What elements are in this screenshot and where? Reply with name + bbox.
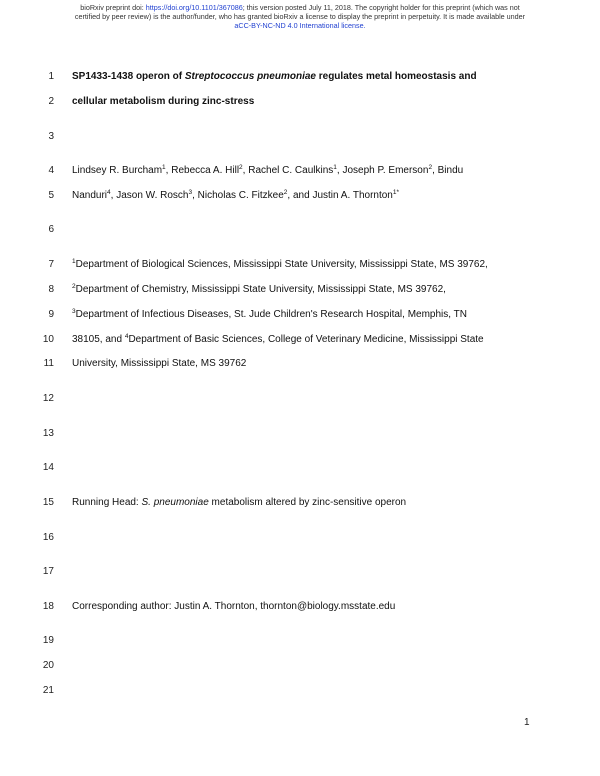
affiliation-marker: 2 <box>239 164 243 171</box>
manuscript-line <box>0 130 600 150</box>
line-number: 16 <box>42 532 54 543</box>
author-name: , Rebecca A. Hill <box>165 165 240 176</box>
line-number: 4 <box>48 165 54 176</box>
manuscript-line <box>0 70 600 90</box>
manuscript-line <box>0 283 600 303</box>
preprint-header <box>20 3 580 30</box>
manuscript-line <box>0 634 600 654</box>
manuscript-line <box>0 659 600 679</box>
line-number: 8 <box>48 284 54 295</box>
header-line1-rest: ; this version posted July 11, 2018. The copyright holder for this preprint (which was not <box>242 3 520 12</box>
line-number: 17 <box>42 566 54 577</box>
corresponding-author: Corresponding author: Justin A. Thornton, thornton@biology.msstate.edu <box>72 601 396 612</box>
manuscript-line <box>0 427 600 447</box>
affiliation-1 <box>72 258 572 272</box>
line-number: 11 <box>43 358 54 369</box>
manuscript-line <box>0 223 600 243</box>
manuscript-line <box>0 258 600 278</box>
affiliation-marker: 1 <box>333 164 337 171</box>
manuscript-line <box>0 496 600 516</box>
line-number: 14 <box>42 462 54 473</box>
title-part1: SP1433-1438 operon of <box>72 71 185 82</box>
manuscript-line <box>0 684 600 704</box>
manuscript-line <box>0 392 600 412</box>
affiliation-marker: 2 <box>72 283 76 290</box>
running-head-species: S. pneumoniae <box>141 497 209 508</box>
doi-link[interactable]: https://doi.org/10.1101/367086 <box>145 3 243 12</box>
authors-line-2 <box>72 189 572 203</box>
affiliation-text: Department of Infectious Diseases, St. Jude Children's Research Hospital, Memphis, TN <box>75 309 467 320</box>
title-line-1 <box>72 70 572 84</box>
author-name: Nanduri <box>72 190 108 201</box>
line-number: 2 <box>48 96 54 107</box>
affiliation-marker: 3 <box>72 308 76 315</box>
affiliation-marker: 1 <box>72 258 76 265</box>
manuscript-line <box>0 333 600 353</box>
header-line2: certified by peer review) is the author/funder, who has granted bioRxiv a license to display the preprint in perpetuity. It is made available under <box>74 12 526 21</box>
author-name: Lindsey R. Burcham <box>72 165 163 176</box>
author-name: , Bindu <box>432 165 464 176</box>
line-number: 20 <box>42 660 54 671</box>
line-number: 21 <box>42 685 54 696</box>
affiliation-marker: 4 <box>107 189 111 196</box>
manuscript-line <box>0 531 600 551</box>
license-link[interactable]: aCC-BY-NC-ND 4.0 International license. <box>234 21 366 30</box>
line-number: 5 <box>48 190 54 201</box>
affiliation-3 <box>72 308 572 322</box>
running-head-label: Running Head: <box>72 497 142 508</box>
line-number: 6 <box>48 224 54 235</box>
affiliation-text: Department of Basic Sciences, College of Veterinary Medicine, Mississippi State <box>128 334 484 345</box>
manuscript-line <box>0 461 600 481</box>
author-name: , Joseph P. Emerson <box>336 165 429 176</box>
title-part2: regulates metal homeostasis and <box>315 71 477 82</box>
title-line-2: cellular metabolism during zinc-stress <box>72 96 255 107</box>
line-number: 13 <box>42 428 54 439</box>
running-head <box>72 496 572 510</box>
affiliation-text: Department of Chemistry, Mississippi State University, Mississippi State, MS 39762, <box>75 284 446 295</box>
line-number: 9 <box>48 309 54 320</box>
manuscript-line <box>0 600 600 620</box>
line-number: 18 <box>42 601 54 612</box>
line-number: 15 <box>42 497 54 508</box>
manuscript-line <box>0 164 600 184</box>
line-number: 12 <box>42 393 54 404</box>
affiliation-text: Department of Biological Sciences, Mississippi State University, Mississippi State, MS 39762, <box>75 259 488 270</box>
manuscript-line <box>0 95 600 115</box>
affiliation-marker: 2 <box>283 189 288 196</box>
title-species: Streptococcus pneumoniae <box>184 71 316 82</box>
author-name: , Rachel C. Caulkins <box>242 165 334 176</box>
manuscript-line <box>0 189 600 209</box>
affiliation-marker: 4 <box>124 333 129 340</box>
page-number: 1 <box>524 717 530 728</box>
line-number: 19 <box>42 635 54 646</box>
running-head-text: metabolism altered by zinc-sensitive operon <box>208 497 407 508</box>
affiliation-marker: 3 <box>188 189 193 196</box>
manuscript-line <box>0 308 600 328</box>
affiliation-text: 38105, and <box>72 334 125 345</box>
line-number: 10 <box>42 334 54 345</box>
line-number: 7 <box>48 259 54 270</box>
manuscript-line <box>0 565 600 585</box>
affiliation-2 <box>72 283 572 297</box>
authors-line-1 <box>72 164 572 178</box>
author-name: , Nicholas C. Fitzkee <box>192 190 284 201</box>
author-name: , and Justin A. Thornton <box>287 190 393 201</box>
affiliation-4 <box>72 333 572 347</box>
affiliation-4-continued: University, Mississippi State, MS 39762 <box>72 358 247 369</box>
manuscript-line <box>0 357 600 377</box>
author-name: , Jason W. Rosch <box>110 190 189 201</box>
line-number: 1 <box>48 71 54 82</box>
affiliation-marker: 1* <box>392 189 400 196</box>
header-prefix: bioRxiv preprint doi: <box>80 3 146 12</box>
affiliation-marker: 1 <box>162 164 166 171</box>
affiliation-marker: 2 <box>428 164 433 171</box>
line-number: 3 <box>48 131 54 142</box>
